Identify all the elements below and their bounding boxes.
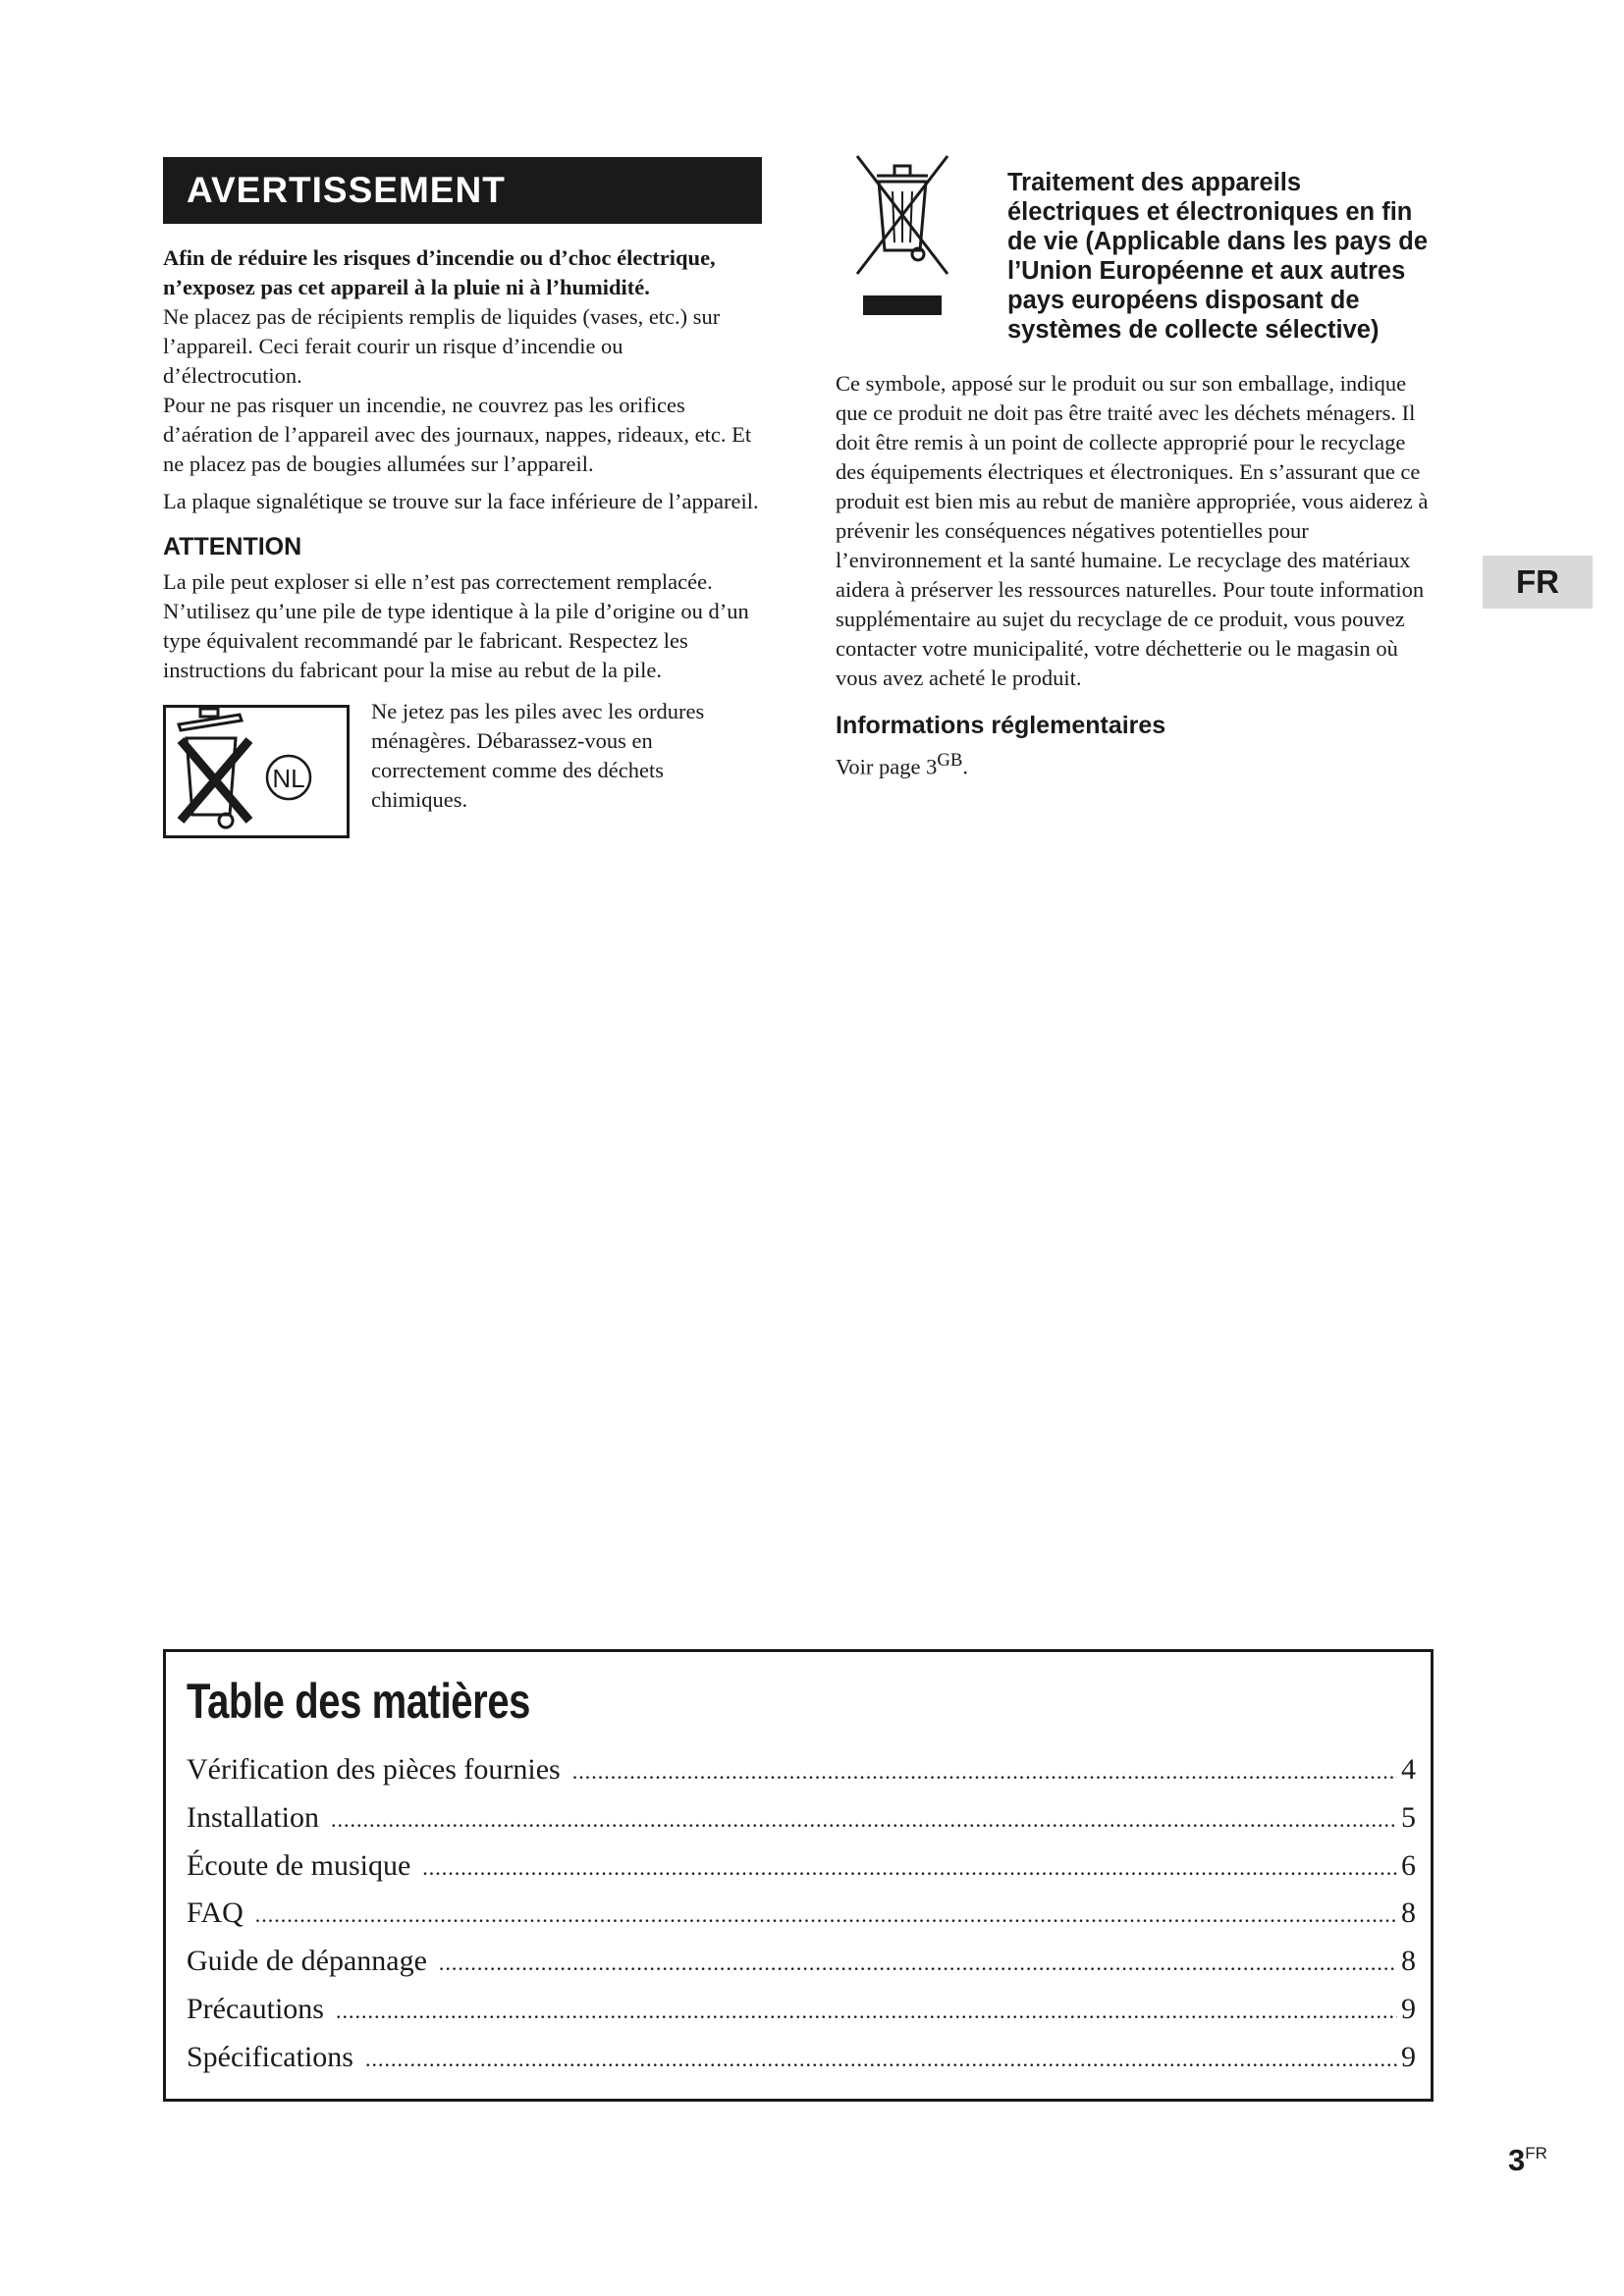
toc-entry-label: Précautions <box>187 1992 324 2025</box>
regulatory-text-main: Voir page 3 <box>836 754 938 779</box>
right-column <box>836 142 1435 782</box>
battery-disposal-text: Ne jetez pas les piles avec les ordures ménagères. Débarassez-vous en correctement comme des déchets chimiques. <box>371 699 705 812</box>
toc-entry-page: 6 <box>1401 1848 1416 1882</box>
toc-leader-dots <box>422 1844 1397 1893</box>
regulatory-text <box>836 746 1435 782</box>
toc-entry-label: Installation <box>187 1800 319 1834</box>
toc-entry[interactable] <box>187 1842 1416 1891</box>
toc-title: Table des matières <box>187 1674 531 1729</box>
table-of-contents <box>163 1649 1434 2102</box>
page-number-value: 3 <box>1508 2143 1526 2177</box>
toc-entry[interactable] <box>187 1986 1416 2034</box>
toc-leader-dots <box>336 1988 1397 2036</box>
toc-entry-label: Écoute de musique <box>187 1848 411 1882</box>
regulatory-superscript: GB <box>937 750 963 771</box>
toc-entry-page: 8 <box>1401 1896 1416 1930</box>
battery-disposal-block <box>163 697 762 834</box>
toc-entry[interactable] <box>187 1794 1416 1842</box>
left-column <box>163 157 762 834</box>
toc-entry[interactable] <box>187 1890 1416 1938</box>
regulatory-suffix: . <box>962 754 968 779</box>
page-number <box>1508 2143 1547 2178</box>
toc-entry[interactable] <box>187 1746 1416 1794</box>
toc-leader-dots <box>255 1892 1397 1940</box>
toc-entry-page: 5 <box>1401 1800 1416 1834</box>
warning-banner: AVERTISSEMENT <box>163 157 762 224</box>
battery-icon-label: NL <box>272 764 305 793</box>
toc-entry-page: 9 <box>1401 2040 1416 2073</box>
toc-leader-dots <box>331 1796 1397 1844</box>
toc-entry[interactable] <box>187 2034 1416 2082</box>
toc-entry-page: 8 <box>1401 1945 1416 1978</box>
toc-entry-label: Vérification des pièces fournies <box>187 1753 561 1786</box>
attention-text: La pile peut exploser si elle n’est pas correctement remplacée. N’utilisez qu’une pile de type identique à la pile d’origine ou d’un type équivalent recommandé par le fabricant. Respectez les instructions du fabricant pour la mise au rebut de la pile. <box>163 569 749 682</box>
toc-entry-label: FAQ <box>187 1896 244 1930</box>
toc-leader-dots <box>365 2036 1397 2084</box>
ventilation-warning: Pour ne pas risquer un incendie, ne couvrez pas les orifices d’aération de l’appareil avec des journaux, nappes, rideaux, etc. Et ne placez pas de bougies allumées sur l’appareil. <box>163 393 752 476</box>
toc-entry[interactable] <box>187 1938 1416 1986</box>
toc-list <box>187 1746 1416 2082</box>
attention-heading: ATTENTION <box>163 533 302 561</box>
toc-entry-label: Guide de dépannage <box>187 1945 427 1978</box>
weee-heading: Traitement des appareils électriques et électroniques en fin de vie (Applicable dans les pays de l’Union Européenne et aux autres pays européens disposant de systèmes de collecte sélective) <box>1007 168 1428 344</box>
toc-entry-page: 4 <box>1401 1753 1416 1786</box>
warning-lead: Afin de réduire les risques d’incendie ou d’choc électrique, n’exposez pas cet appareil à la pluie ni à l’humidité. <box>163 245 716 299</box>
page-number-suffix: FR <box>1525 2144 1547 2163</box>
toc-leader-dots <box>439 1940 1397 1988</box>
crossed-wheelie-bin-icon <box>849 152 953 319</box>
liquids-warning: Ne placez pas de récipients remplis de liquides (vases, etc.) sur l’appareil. Ceci ferait courir un risque d’incendie ou d’électrocution. <box>163 304 721 388</box>
rating-plate-note: La plaque signalétique se trouve sur la face inférieure de l’appareil. <box>163 489 759 513</box>
crossed-bin-battery-icon <box>163 705 350 838</box>
regulatory-heading: Informations réglementaires <box>836 712 1166 739</box>
toc-leader-dots <box>572 1748 1397 1796</box>
weee-body: Ce symbole, apposé sur le produit ou sur son emballage, indique que ce produit ne doit pas être traité avec les déchets ménagers. Il doit être remis à un point de collecte approprié pour le recyclage des équipements électriques et électroniques. En s’assurant que ce produit est bien mis au rebut de manière appropriée, vous aiderez à prévenir les conséquences négatives potentielles pour l’environnement et la santé humaine. Le recyclage des matériaux aidera à préserver les ressources naturelles. Pour toute information supplémentaire au sujet du recyclage de ce produit, vous pouvez contacter votre municipalité, votre déchetterie ou le magasin où vous avez acheté le produit. <box>836 371 1429 690</box>
toc-entry-page: 9 <box>1401 1992 1416 2025</box>
language-tab: FR <box>1483 556 1593 609</box>
toc-entry-label: Spécifications <box>187 2040 353 2073</box>
